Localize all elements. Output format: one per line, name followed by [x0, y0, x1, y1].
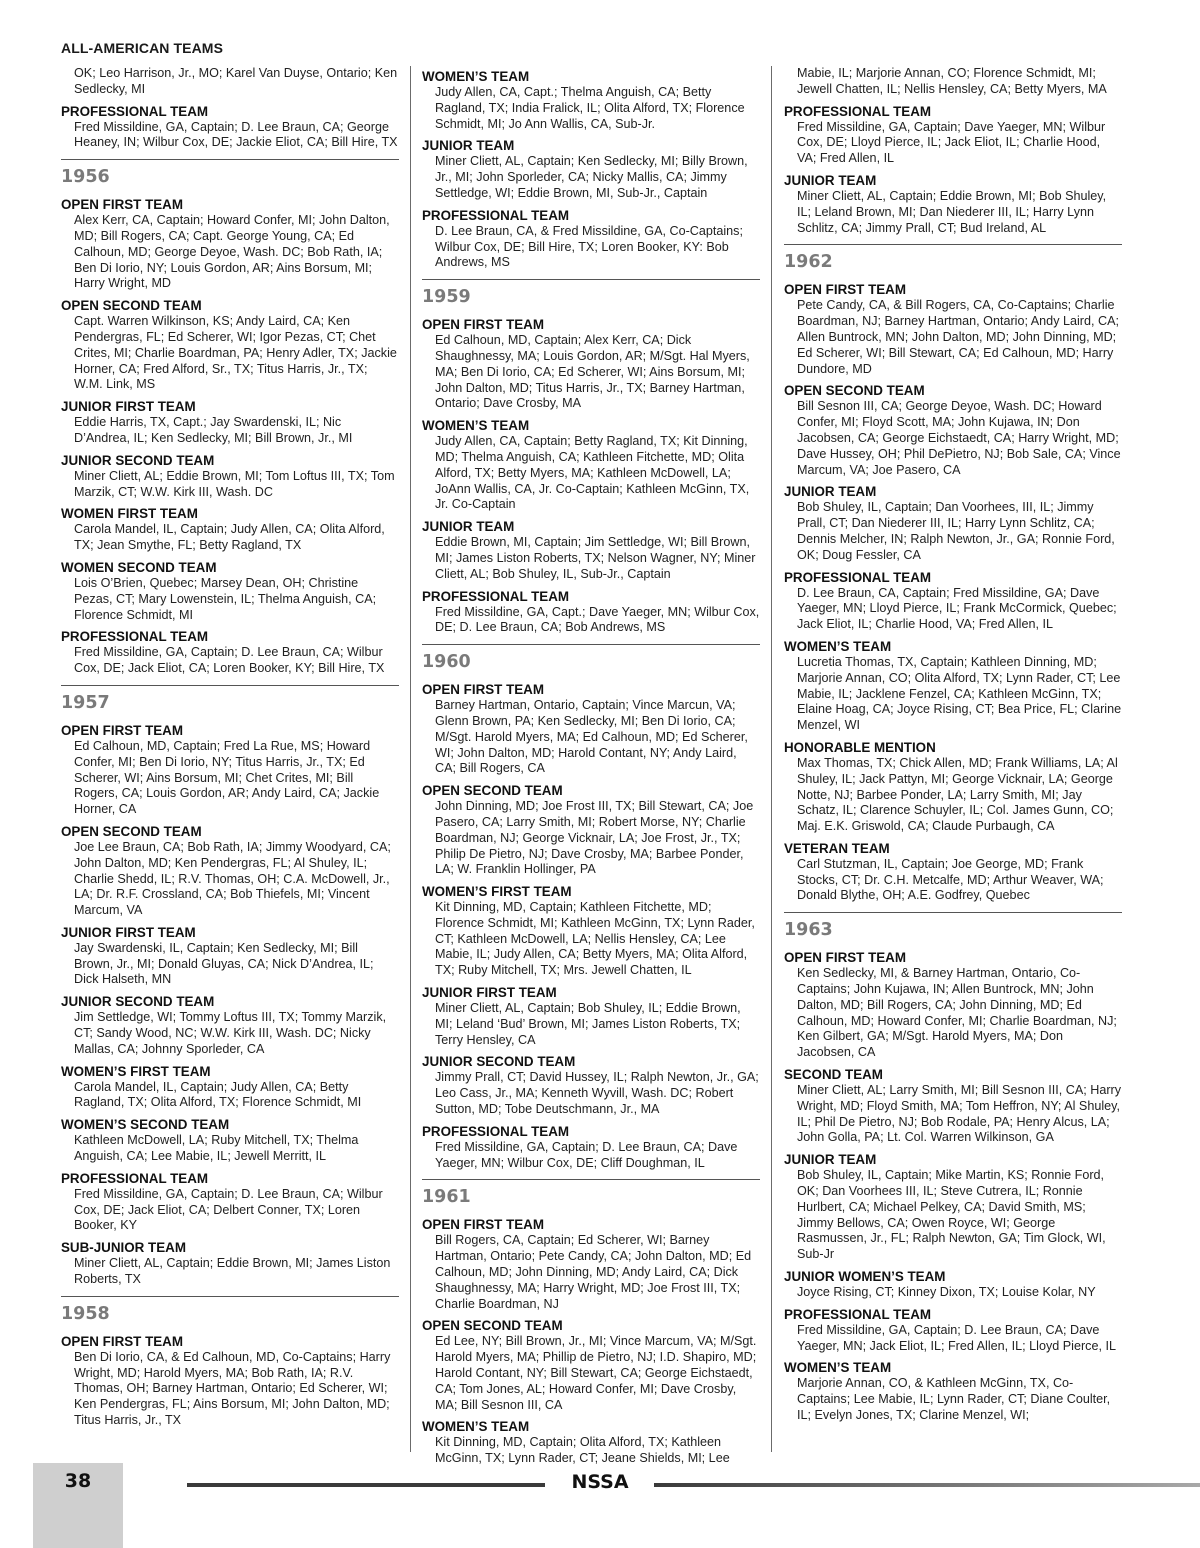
team-heading: WOMEN’S FIRST TEAM	[61, 1063, 211, 1079]
team-heading: WOMEN’S TEAM	[422, 69, 530, 84]
team-heading: WOMEN’S TEAM	[422, 1419, 530, 1435]
continued-members: Mabie, IL; Marjorie Annan, CO; Florence Schmidt, MI; Jewell Chatten, IL; Nellis Hensley, CA; Betty Myers, MA	[797, 66, 1107, 96]
team-section	[61, 821, 399, 919]
team-members: Max Thomas, TX; Chick Allen, MD; Frank Williams, LA; Al Shuley, IL; Jack Pattyn, MI; George Vicknair, LA; George Notte, NJ; Barbee Ponder, LA; Larry Smith, MI; Jay Schatz, IL; Clarence Schuyler, IL; Col. James Gunn, CO; Maj. E.K. Griswold, CA; Claude Purbaugh, CA	[797, 755, 1118, 834]
team-members: Bill Sesnon III, CA; George Deyoe, Wash. DC; Howard Confer, MI; Floyd Scott, MA; John Kujawa, IN; Don Jacobsen, CA; George Eichstaedt, CA; Harry Wright, MD; Dave Hussey, OH; Phil DePietro, NJ; Bob Sale, CA; Vince Marcum, VA; Joe Pasero, CA	[797, 399, 1121, 477]
team-members: Carola Mandel, IL, Captain; Judy Allen, CA; Betty Ragland, TX; Olita Alford, TX; Florence Schmidt, MI	[74, 1079, 362, 1110]
team-heading: JUNIOR FIRST TEAM	[61, 924, 196, 940]
team-members: Miner Cliett, AL, Captain; Ken Sedlecky, MI; Billy Brown, Jr., MI; John Sporleder, CA; Nicky Mallis, CA; Jimmy Settledge, WI; Eddie Brown, MI, Sub-Jr., Captain	[435, 154, 748, 200]
team-members: Kit Dinning, MD, Captain; Olita Alford, TX; Kathleen McGinn, TX; Lynn Rader, CT; Jeane Shields, MI; Lee	[435, 1435, 730, 1466]
team-section	[784, 1149, 1122, 1263]
team-section	[422, 780, 760, 878]
team-section	[422, 982, 760, 1048]
team-heading: JUNIOR FIRST TEAM	[61, 399, 196, 415]
team-section	[784, 481, 1122, 563]
team-heading: OPEN FIRST TEAM	[61, 1333, 184, 1349]
team-section	[784, 1266, 1122, 1301]
team-heading: JUNIOR TEAM	[784, 172, 877, 188]
team-heading: OPEN SECOND TEAM	[784, 383, 925, 399]
team-members: D. Lee Braun, CA, & Fred Missildine, GA, Co-Captains; Wilbur Cox, DE; Bill Hire, TX; Loren Booker, KY: Bob Andrews, MS	[435, 223, 743, 270]
team-heading: OPEN SECOND TEAM	[61, 823, 202, 839]
team-heading: PROFESSIONAL TEAM	[784, 569, 932, 585]
team-members: Kit Dinning, MD, Captain; Kathleen Fitchette, MD; Florence Schmidt, MI; Kathleen McGinn, TX; Lynn Rader, CT; Kathleen McDowell, LA; Nellis Hensley, CA; Lee Mabie, IL; Judy Allen, CA; Betty Myers, MA; Olita Alford, TX; Ruby Mitchell, TX; Mrs. Jewell Chatten, IL	[435, 900, 755, 978]
team-heading: OPEN SECOND TEAM	[422, 783, 563, 799]
team-section	[784, 1064, 1122, 1146]
team-heading: PROFESSIONAL TEAM	[422, 207, 570, 223]
team-members: Fred Missildine, GA, Capt.; Dave Yaeger, MN; Wilbur Cox, DE; D. Lee Braun, CA; Bob Andrews, MS	[435, 604, 760, 635]
team-heading: WOMEN FIRST TEAM	[61, 506, 198, 522]
team-section	[422, 586, 760, 637]
team-members: Miner Cliett, AL, Captain; Eddie Brown, MI; Bob Shuley, IL; Leland Brown, MI; Dan Niederer III, IL; Harry Lynn Schlitz, CA; Jimmy Prall, CT; Bud Ireland, AL	[797, 188, 1107, 235]
team-heading: PROFESSIONAL TEAM	[422, 588, 570, 604]
team-members: Ben Di Iorio, CA, & Ed Calhoun, MD, Co-Captains; Harry Wright, MD; Harold Myers, MA; Bob Rath, IA; R.V. Thomas, OH; Barney Hartman, Ontario; Ed Scherer, WI; Ken Pendergras, FL; Ains Borsum, MI; John Dalton, MD; Titus Harris, Jr., TX	[74, 1349, 391, 1428]
team-heading: VETERAN TEAM	[784, 840, 890, 856]
team-members: Pete Candy, CA, & Bill Rogers, CA, Co-Captains; Charlie Boardman, NJ; Barney Hartman, Ontario; Andy Laird, CA; Allen Buntrock, MN; John Dalton, MD; John Dinning, MD; Ed Scherer, WI; Bill Stewart, CA; Ed Calhoun, MD; Harry Dundore, MD	[797, 298, 1119, 376]
team-section	[61, 1114, 399, 1165]
team-members: Eddie Harris, TX, Capt.; Jay Swardenski, IL; Nic D’Andrea, IL; Ken Sedlecky, MI; Bill Brown, Jr., MI	[74, 415, 353, 445]
team-section	[61, 991, 399, 1057]
team-members: Jay Swardenski, IL, Captain; Ken Sedlecky, MI; Bill Brown, Jr., MI; Donald Gluyas, CA; Nick D’Andrea, IL; Dick Halseth, MN	[74, 940, 374, 987]
team-members: Ed Calhoun, MD, Captain; Fred La Rue, MS; Howard Confer, MI; Ben Di Iorio, NY; Titus Harris, Jr., TX; Ed Scherer, WI; Ains Borsum, MI; Chet Crites, MI; Bill Rogers, CA; Louis Gordon, AR; Andy Laird, CA; Jackie Horner, CA	[74, 738, 380, 817]
team-section	[61, 1237, 399, 1288]
team-heading: PROFESSIONAL TEAM	[784, 103, 932, 119]
team-section	[784, 1357, 1122, 1423]
team-members: Lois O’Brien, Quebec; Marsey Dean, OH; Christine Pezas, CT; Mary Lowenstein, IL; Thelma Anguish, CA; Florence Schmidt, MI	[74, 575, 377, 622]
team-members: Fred Missildine, GA, Captain; D. Lee Braun, CA; Wilbur Cox, DE; Jack Eliot, CA; Loren Booker, KY; Bill Hire, TX	[74, 645, 385, 676]
team-heading: SECOND TEAM	[784, 1067, 883, 1083]
team-section	[61, 396, 399, 447]
team-members: Fred Missildine, GA, Captain; D. Lee Braun, CA; Wilbur Cox, DE; Jack Eliot, CA; Delbert Conner, TX; Loren Booker, KY	[74, 1186, 383, 1233]
team-heading: PROFESSIONAL TEAM	[61, 103, 209, 119]
team-section	[61, 922, 399, 988]
team-members: Jimmy Prall, CT; David Hussey, IL; Ralph Newton, Jr., GA; Leo Cass, Jr., MA; Kenneth Wyvill, Wash. DC; Robert Sutton, MD; Tobe Deutschmann, Jr., MA	[435, 1070, 759, 1117]
team-members: Carola Mandel, IL, Captain; Judy Allen, CA; Olita Alford, TX; Jean Smythe, FL; Betty Ragland, TX	[74, 522, 385, 553]
team-heading: JUNIOR TEAM	[422, 519, 515, 535]
team-heading: JUNIOR TEAM	[784, 1152, 877, 1168]
team-section	[61, 101, 399, 152]
team-heading: WOMEN SECOND TEAM	[61, 559, 217, 575]
team-section	[784, 380, 1122, 478]
team-members: Fred Missildine, GA, Captain; D. Lee Braun, CA; George Heaney, IN; Wilbur Cox, DE; Jackie Eliot, CA; Bill Hire, TX	[74, 119, 398, 150]
team-section	[784, 567, 1122, 633]
year-heading: 1957	[61, 685, 399, 713]
team-section	[61, 557, 399, 623]
team-section	[61, 194, 399, 292]
team-heading: WOMEN’S FIRST TEAM	[422, 884, 572, 900]
team-heading: PROFESSIONAL TEAM	[422, 1123, 570, 1139]
team-members: Joyce Rising, CT; Kinney Dixon, TX; Louise Kolar, NY	[797, 1285, 1096, 1300]
team-heading: JUNIOR SECOND TEAM	[422, 1054, 576, 1070]
team-heading: WOMEN’S TEAM	[784, 1360, 892, 1376]
team-section	[422, 1315, 760, 1413]
team-members: Joe Lee Braun, CA; Bob Rath, IA; Jimmy Woodyard, CA; John Dalton, MD; Ken Pendergras, FL; Al Shuley, IL; Charlie Shedd, IL; R.V. Thomas, OH; C.A. McDowell, Jr., LA; Dr. R.F. Crossland, CA; Bob Thiefels, MI; Vincent Marcum, VA	[74, 839, 391, 918]
year-heading: 1958	[61, 1296, 399, 1324]
team-heading: JUNIOR TEAM	[784, 484, 877, 500]
team-members: Judy Allen, CA, Capt.; Thelma Anguish, CA; Betty Ragland, TX; India Fralick, IL; Olita Alford, TX; Florence Schmidt, MI; Jo Ann Wallis, CA, Sub-Jr.	[435, 85, 745, 131]
team-section	[422, 415, 760, 513]
team-heading: OPEN FIRST TEAM	[422, 317, 545, 333]
team-section	[61, 1168, 399, 1234]
team-section	[784, 838, 1122, 904]
team-section	[422, 1121, 760, 1172]
team-section	[61, 626, 399, 677]
team-section	[422, 1214, 760, 1312]
team-section	[61, 1061, 399, 1112]
column-3	[784, 66, 1122, 1427]
team-heading: OPEN FIRST TEAM	[61, 197, 184, 213]
team-members: Carl Stutzman, IL, Captain; Joe George, MD; Frank Stocks, CT; Dr. C.H. Metcalfe, MD; Arthur Weaver, WA; Donald Blythe, OH; A.E. Godfrey, Quebec	[797, 856, 1104, 903]
team-members: Jim Settledge, WI; Tommy Loftus III, TX; Tommy Marzik, CT; Sandy Wood, NC; W.W. Kirk III, Wash. DC; Nicky Mallas, CA; Johnny Sporleder, CA	[74, 1010, 387, 1056]
team-section	[422, 314, 760, 412]
team-section	[784, 279, 1122, 377]
column-divider	[771, 66, 772, 1452]
page-header: ALL-AMERICAN TEAMS	[61, 40, 224, 56]
team-members: Fred Missildine, GA, Captain; D. Lee Braun, CA; Dave Yaeger, MN; Wilbur Cox, DE; Cliff Doughman, IL	[435, 1139, 738, 1170]
team-heading: JUNIOR SECOND TEAM	[61, 994, 215, 1010]
year-heading: 1960	[422, 644, 760, 672]
team-heading: OPEN FIRST TEAM	[422, 682, 545, 698]
team-section	[422, 135, 760, 201]
team-heading: PROFESSIONAL TEAM	[784, 1306, 932, 1322]
footer-rule-right	[654, 1483, 1200, 1487]
team-members: Ed Lee, NY; Bill Brown, Jr., MI; Vince Marcum, VA; M/Sgt. Harold Myers, MA; Phillip de Pietro, NJ; I.D. Shapiro, MD; Harold Contant, NY; Bill Stewart, CA; George Eichstaedt, CA; Tom Jones, AL; Howard Confer, MI; Dave Crosby, MA; Bill Sesnon III, CA	[435, 1334, 757, 1412]
team-heading: SUB-JUNIOR TEAM	[61, 1240, 186, 1256]
team-section	[422, 516, 760, 582]
team-members: Bob Shuley, IL, Captain; Mike Martin, KS; Ronnie Ford, OK; Dan Voorhees III, IL; Steve Cutrera, IL; Ronnie Hurlbert, CA; Michael Pelkey, CA; David Smith, MS; Jimmy Bellows, CA; Owen Royce, WI; George Rasmussen, Jr., FL; Ralph Newton, GA; Tim Glock, WI, Sub-Jr	[797, 1168, 1106, 1262]
team-heading: PROFESSIONAL TEAM	[61, 629, 209, 645]
team-section	[61, 1331, 399, 1429]
team-heading: JUNIOR TEAM	[422, 138, 515, 154]
team-section	[784, 636, 1122, 734]
team-members: Barney Hartman, Ontario, Captain; Vince Marcun, VA; Glenn Brown, PA; Ken Sedlecky, MI; Ben Di Iorio, CA; M/Sgt. Harold Myers, MA; Ed Calhoun, MD; Ed Scherer, WI; John Dalton, MD; Harold Contant, NY; Andy Laird, CA; Bill Rogers, CA	[435, 698, 748, 776]
year-heading: 1961	[422, 1179, 760, 1207]
team-heading: JUNIOR FIRST TEAM	[422, 985, 557, 1001]
team-members: Kathleen McDowell, LA; Ruby Mitchell, TX; Thelma Anguish, CA; Lee Mabie, IL; Jewell Merritt, IL	[74, 1133, 359, 1164]
team-members: Miner Cliett, AL, Captain; Eddie Brown, MI; James Liston Roberts, TX	[74, 1256, 391, 1287]
team-section	[61, 295, 399, 393]
team-section	[422, 66, 760, 132]
team-heading: OPEN FIRST TEAM	[61, 722, 184, 738]
column-divider	[410, 66, 411, 1452]
team-heading: JUNIOR SECOND TEAM	[61, 452, 215, 468]
team-section	[422, 1051, 760, 1117]
column-1	[61, 66, 399, 1432]
team-section	[422, 679, 760, 777]
team-members: Capt. Warren Wilkinson, KS; Andy Laird, CA; Ken Pendergras, FL; Ed Scherer, WI; Igor Pezas, CT; Chet Crites, MI; Charlie Boardman, PA; Henry Adler, TX; Jackie Horner, CA; Fred Alford, Sr., TX; Titus Harris, Jr., TX; W.M. Link, MS	[74, 314, 397, 392]
team-members: Fred Missildine, GA, Captain; D. Lee Braun, CA; Dave Yaeger, MN; Jack Eliot, IL; Fred Allen, IL; Lloyd Pierce, IL	[797, 1322, 1116, 1353]
team-members: Marjorie Annan, CO, & Kathleen McGinn, TX, Co-Captains; Lee Mabie, IL; Lynn Rader, CT; Diane Coulter, IL; Evelyn Jones, TX; Clarine Menzel, WI;	[797, 1376, 1111, 1423]
team-members: Bob Shuley, IL, Captain; Dan Voorhees, III, IL; Jimmy Prall, CT; Dan Niederer III, IL; Harry Lynn Schlitz, CA; Dennis Melcher, IN; Ralph Newton, Jr., GA; Ronnie Ford, OK; Doug Fessler, CA	[797, 500, 1115, 562]
team-members: Lucretia Thomas, TX, Captain; Kathleen Dinning, MD; Marjorie Annan, CO; Olita Alford, TX; Lynn Rader, CT; Lee Mabie, IL; Jacklene Fenzel, CA; Kathleen McGinn, TX; Elaine Hoag, CA; Joyce Rising, CT; Bea Price, FL; Clarine Menzel, WI	[797, 654, 1122, 733]
team-heading: WOMEN’S TEAM	[422, 418, 530, 434]
year-heading: 1956	[61, 159, 399, 187]
team-heading: OPEN FIRST TEAM	[784, 950, 907, 966]
team-section	[784, 947, 1122, 1061]
team-heading: OPEN FIRST TEAM	[422, 1217, 545, 1233]
team-members: Alex Kerr, CA, Captain; Howard Confer, MI; John Dalton, MD; Bill Rogers, CA; Capt. George Young, CA; Ed Calhoun, MD; George Deyoe, Wash. DC; Bob Rath, IA; Ben Di Iorio, NY; Louis Gordon, AR; Ains Borsum, MI; Harry Wright, MD	[74, 213, 390, 291]
team-section	[784, 101, 1122, 167]
team-section	[422, 881, 760, 979]
page-number: 38	[64, 1470, 92, 1492]
team-members: Miner Cliett, AL, Captain; Bob Shuley, IL; Eddie Brown, MI; Leland ‘Bud’ Brown, MI; James Liston Roberts, TX; Terry Hensley, CA	[435, 1001, 741, 1047]
team-heading: WOMEN’S SECOND TEAM	[61, 1117, 230, 1133]
footer-rule-left	[187, 1483, 545, 1487]
team-heading: JUNIOR WOMEN’S TEAM	[784, 1269, 946, 1285]
team-heading: PROFESSIONAL TEAM	[61, 1170, 209, 1186]
team-heading: OPEN FIRST TEAM	[784, 282, 907, 298]
team-heading: OPEN SECOND TEAM	[61, 298, 202, 314]
column-2	[422, 66, 760, 1470]
team-section	[61, 720, 399, 818]
team-section	[422, 205, 760, 271]
team-section	[61, 450, 399, 501]
team-members: Eddie Brown, MI, Captain; Jim Settledge, WI; Bill Brown, MI; James Liston Roberts, TX; Nelson Wagner, NY; Miner Cliett, AL; Bob Shuley, IL, Sub-Jr., Captain	[435, 535, 756, 581]
team-members: Ken Sedlecky, MI, & Barney Hartman, Ontario, Co-Captains; John Kujawa, IN; Allen Buntrock, MN; John Dalton, MD; Bill Rogers, CA; John Dinning, MD; Ed Calhoun, MD; Howard Confer, MI; Charlie Boardman, NJ; Ken Gilbert, GA; M/Sgt. Harold Myers, MA; Don Jacobsen, CA	[797, 966, 1117, 1060]
year-heading: 1963	[784, 912, 1122, 940]
team-members: Miner Cliett, AL; Eddie Brown, MI; Tom Loftus III, TX; Tom Marzik, CT; W.W. Kirk III, Wash. DC	[74, 468, 395, 499]
team-members: Fred Missildine, GA, Captain; Dave Yaeger, MN; Wilbur Cox, DE; Lloyd Pierce, IL; Jack Eliot, IL; Charlie Hood, VA; Fred Allen, IL	[797, 119, 1106, 166]
continued-members: OK; Leo Harrison, Jr., MO; Karel Van Duyse, Ontario; Ken Sedlecky, MI	[74, 66, 398, 96]
team-members: D. Lee Braun, CA, Captain; Fred Missildine, GA; Dave Yaeger, MN; Lloyd Pierce, IL; Frank McCormick, Quebec; Jack Eliot, IL; Charlie Hood, VA; Fred Allen, IL	[797, 585, 1117, 632]
team-heading: OPEN SECOND TEAM	[422, 1318, 563, 1334]
team-section	[784, 1304, 1122, 1355]
team-members: Miner Cliett, AL; Larry Smith, MI; Bill Sesnon III, CA; Harry Wright, MD; Floyd Smith, MA; Tom Heffron, NY; Al Shuley, IL; Phil De Pietro, NJ; Bob Rodale, PA; Henry Alcus, LA; John Golla, PA; Lt. Col. Warren Wilkinson, GA	[797, 1083, 1122, 1145]
team-section	[61, 503, 399, 554]
year-heading: 1962	[784, 244, 1122, 272]
team-members: Bill Rogers, CA, Captain; Ed Scherer, WI; Barney Hartman, Ontario; Pete Candy, CA; John Dalton, MD; Ed Calhoun, MD; John Dinning, MD; Andy Laird, CA; Dick Shaughnessy, MA; Harry Wright, MD; Joe Frost III, TX; Charlie Boardman, NJ	[435, 1233, 752, 1311]
team-heading: WOMEN’S TEAM	[784, 638, 892, 654]
footer-brand: NSSA	[571, 1471, 629, 1493]
team-section	[784, 737, 1122, 835]
team-section	[784, 170, 1122, 236]
team-section	[422, 1416, 760, 1467]
year-heading: 1959	[422, 279, 760, 307]
team-members: Ed Calhoun, MD, Captain; Alex Kerr, CA; Dick Shaughnessy, MA; Louis Gordon, AR; M/Sgt. Hal Myers, MA; Ben Di Iorio, CA; Ed Scherer, WI; Ains Borsum, MI; John Dalton, MD; Titus Harris, Jr., TX; Barney Hartman, Ontario; Dave Crosby, MA	[435, 333, 750, 411]
team-heading: HONORABLE MENTION	[784, 739, 936, 755]
team-members: Judy Allen, CA, Captain; Betty Ragland, TX; Kit Dinning, MD; Thelma Anguish, CA; Kathleen Fitchette, MD; Olita Alford, TX; Betty Myers, MA; Kathleen McDowell, LA; JoAnn Wallis, CA, Jr. Co-Captain; Kathleen McGinn, TX, Jr. Co-Captain	[435, 434, 750, 512]
team-members: John Dinning, MD; Joe Frost III, TX; Bill Stewart, CA; Joe Pasero, CA; Larry Smith, MI; Robert Morse, NY; Charlie Boardman, NJ; George Vicknair, LA; Joe Frost, Jr., TX; Philip De Pietro, NJ; Dave Crosby, MA; Barbee Ponder, LA; W. Franklin Hollinger, PA	[435, 799, 754, 877]
